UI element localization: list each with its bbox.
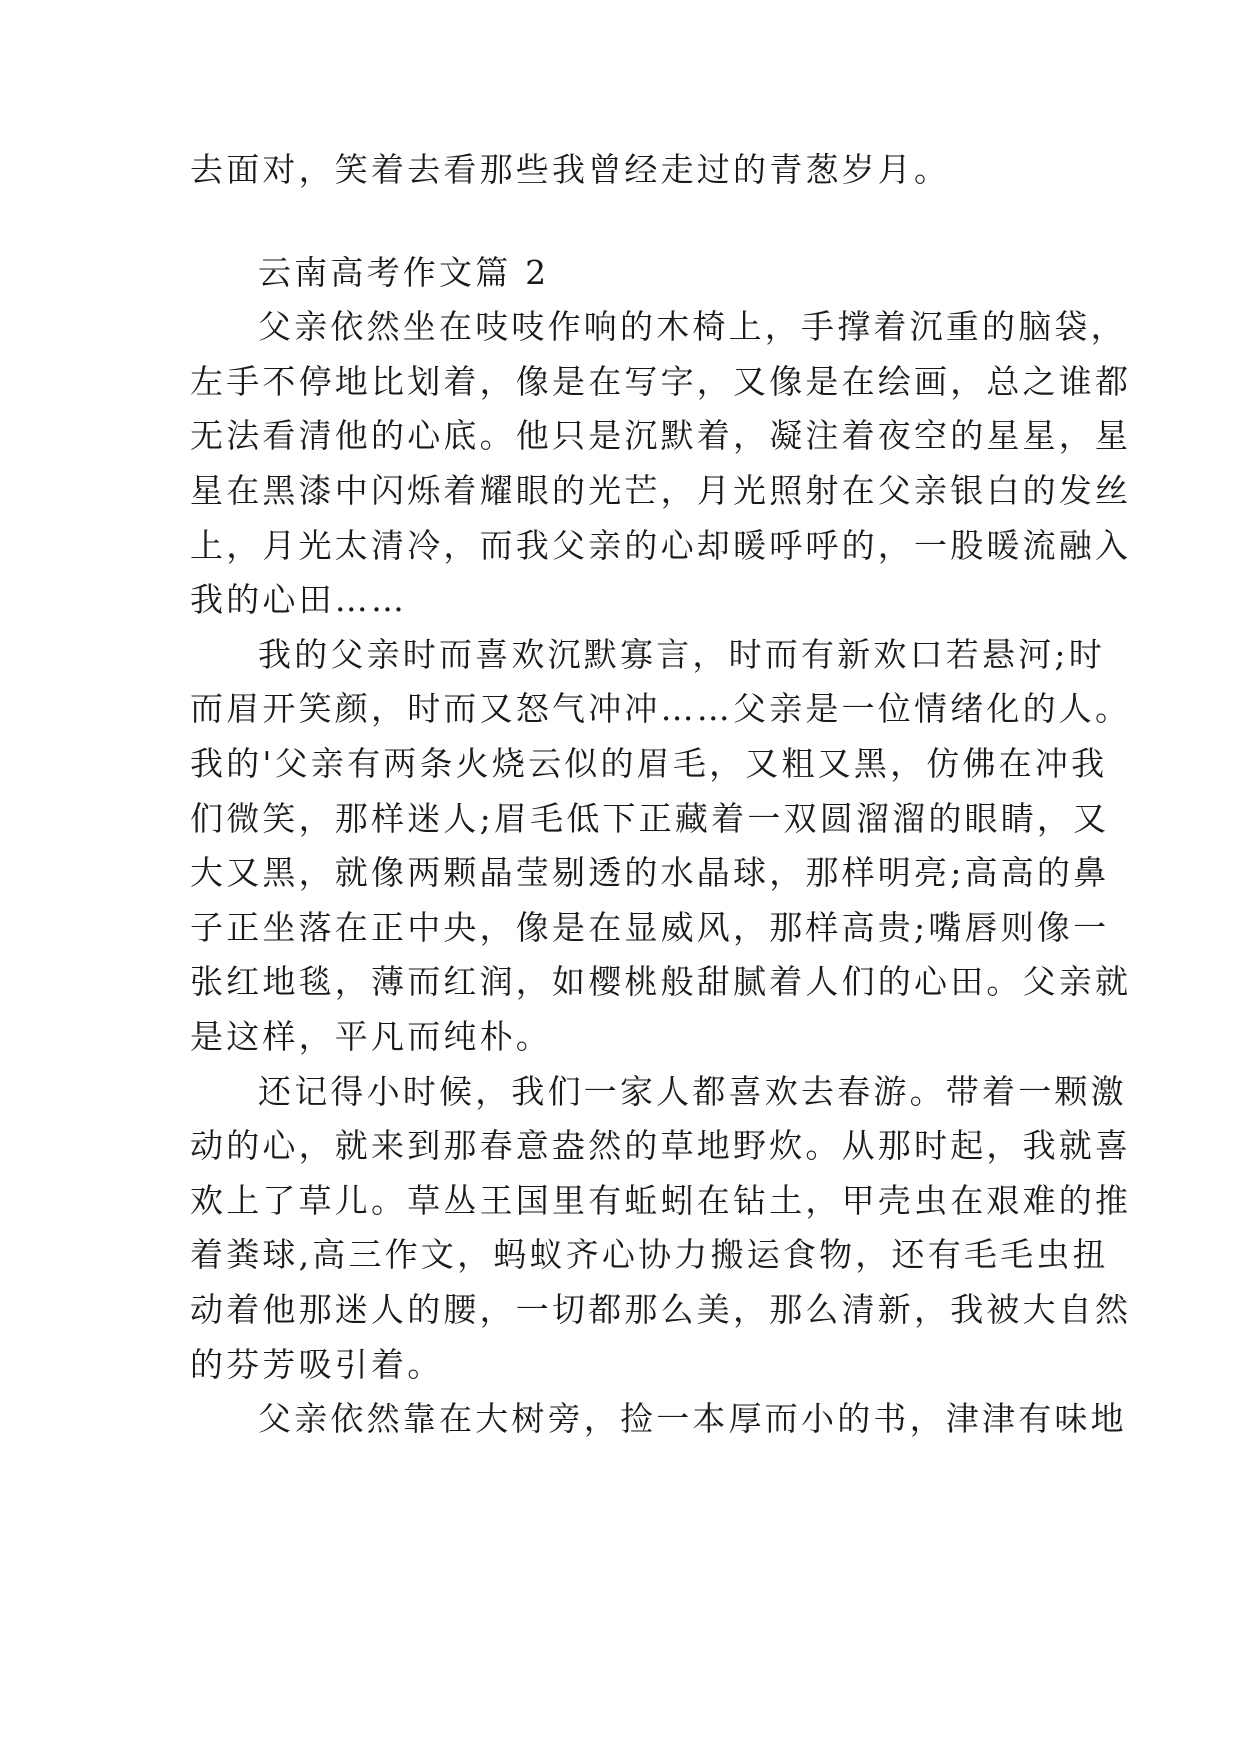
text-line: 无法看清他的心底。他只是沉默着，凝注着夜空的星星，星	[190, 416, 1132, 455]
text-line: 欢上了草儿。草丛王国里有蚯蚓在钻土，甲壳虫在艰难的推	[190, 1181, 1132, 1220]
text-line: 是这样，平凡而纯朴。	[190, 1017, 552, 1056]
text-line: 张红地毯，薄而红润，如樱桃般甜腻着人们的心田。父亲就	[190, 962, 1132, 1001]
text-line: 们微笑，那样迷人;眉毛低下正藏着一双圆溜溜的眼睛，又	[190, 799, 1110, 838]
text-line: 着粪球,高三作文，蚂蚁齐心协力搬运食物，还有毛毛虫扭	[190, 1235, 1109, 1274]
text-line: 大又黑，就像两颗晶莹剔透的水晶球，那样明亮;高高的鼻	[190, 853, 1110, 892]
text-line: 父亲依然坐在吱吱作响的木椅上，手撑着沉重的脑袋，	[258, 307, 1127, 346]
text-line: 我的心田……	[190, 580, 408, 619]
text-line: 动的心，就来到那春意盎然的草地野炊。从那时起，我就喜	[190, 1126, 1132, 1165]
text-line: 去面对，笑着去看那些我曾经走过的青葱岁月。	[190, 150, 951, 189]
text-line: 而眉开笑颜，时而又怒气冲冲……父亲是一位情绪化的人。	[190, 689, 1132, 728]
text-line: 左手不停地比划着，像是在写字，又像是在绘画，总之谁都	[190, 362, 1132, 401]
text-line: 上，月光太清冷，而我父亲的心却暖呼呼的，一股暖流融入	[190, 526, 1132, 565]
text-line: 我的'父亲有两条火烧云似的眉毛，又粗又黑，仿佛在冲我	[190, 744, 1108, 783]
text-line: 动着他那迷人的腰，一切都那么美，那么清新，我被大自然	[190, 1290, 1132, 1329]
text-line: 父亲依然靠在大树旁，捡一本厚而小的书，津津有味地	[258, 1399, 1127, 1438]
text-line: 还记得小时候，我们一家人都喜欢去春游。带着一颗激	[258, 1072, 1127, 1111]
text-line: 子正坐落在正中央，像是在显威风，那样高贵;嘴唇则像一	[190, 908, 1110, 947]
text-line: 我的父亲时而喜欢沉默寡言，时而有新欢口若悬河;时	[258, 635, 1105, 674]
section-heading: 云南高考作文篇 2	[258, 253, 550, 292]
text-line: 的芬芳吸引着。	[190, 1345, 444, 1384]
text-line: 星在黑漆中闪烁着耀眼的光芒，月光照射在父亲银白的发丝	[190, 471, 1132, 510]
